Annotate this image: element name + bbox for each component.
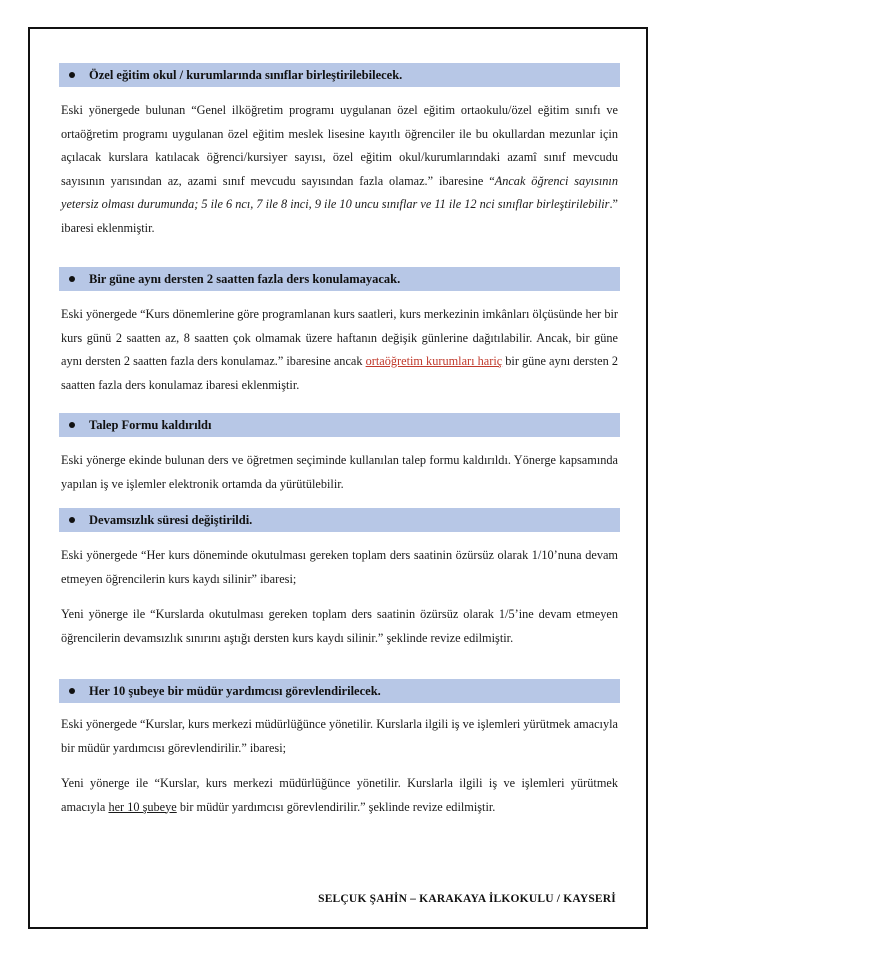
section-4-paragraph-2: Yeni yönerge ile “Kurslarda okutulması gereken toplam ders saatinin özürsüz olarak 1/5’ine devam etmeyen öğrencilerin devamsızlık sınırını aştığı dersten kurs kaydı silinir.” şeklinde revize edilmiştir.: [61, 607, 618, 645]
bullet-icon: [69, 422, 75, 428]
footer-author: SELÇUK ŞAHİN – KARAKAYA İLKOKULU / KAYSERİ: [318, 893, 616, 905]
section-title: Bir güne aynı dersten 2 saatten fazla ders konulamayacak.: [89, 272, 401, 286]
text-run: bir güne aynı dersten 2 saatten fazla ders konulamaz ibaresi eklenmiştir.: [61, 354, 618, 392]
section-2-paragraph: [61, 303, 618, 397]
section-title: Özel eğitim okul / kurumlarında sınıflar birleştirilebilecek.: [89, 68, 403, 82]
section-1-paragraph: [61, 99, 618, 240]
section-5-paragraph-1: Eski yönergede “Kurslar, kurs merkezi müdürlüğünce yönetilir. Kurslarla ilgili iş ve işlemleri yürütmek amacıyla bir müdür yardımcısı görevlendirilir.” ibaresi;: [61, 717, 618, 755]
highlighted-text: ortaöğretim kurumları hariç: [365, 354, 503, 368]
section-heading-1: [59, 63, 620, 87]
italic-text: Ancak öğrenci sayısının yetersiz olması durumunda; 5 ile 6 ncı, 7 ile 8 inci, 9 ile 10 uncu sınıflar ve 11 ile 12 nci sınıflar birleştirilebilir: [61, 173, 618, 211]
section-heading-4: [59, 508, 620, 532]
bullet-icon: [69, 276, 75, 282]
section-heading-5: [59, 679, 620, 703]
text-run: Yeni yönerge ile “Kurslar, kurs merkezi müdürlüğünce yönetilir. Kurslarla ilgili iş ve işlemleri yürütmek amacıyla: [61, 776, 618, 814]
section-5-paragraph-2: [61, 772, 618, 819]
text-run: bir müdür yardımcısı görevlendirilir.” şeklinde revize edilmiştir.: [176, 799, 496, 814]
text-run: Eski yönergede bulunan “Genel ilköğretim programı uygulanan özel eğitim ortaokulu/özel eğitim sınıfı ve ortaöğretim programı uygulanan özel eğitim meslek lisesine kayıtlı öğrenciler ile bu okullardan mezunlar için açılacak kurslara katılacak öğrenci/kursiyer sayısı, özel eğitim okul/kurumlarındaki azamî sınıf mevcudu sayısının yarısından az, azami sınıf mevcudu sayısından fazla olamaz.” ibaresine “: [61, 103, 618, 188]
section-title: Devamsızlık süresi değiştirildi.: [89, 513, 253, 527]
section-title: Talep Formu kaldırıldı: [89, 418, 212, 432]
document-page: [28, 27, 648, 929]
bullet-icon: [69, 517, 75, 523]
section-4-paragraph-1: Eski yönergede “Her kurs döneminde okutulması gereken toplam ders saatinin özürsüz olarak 1/10’nuna devam etmeyen öğrencilerin kurs kaydı silinir” ibaresi;: [61, 548, 618, 586]
section-heading-3: [59, 413, 620, 437]
section-3-paragraph: Eski yönerge ekinde bulunan ders ve öğretmen seçiminde kullanılan talep formu kaldırıldı. Yönerge kapsamında yapılan iş ve işlemler elektronik ortamda da yürütülebilir.: [61, 453, 618, 491]
bullet-icon: [69, 72, 75, 78]
text-run: Eski yönergede “Kurs dönemlerine göre programlanan kurs saatleri, kurs merkezinin imkânları ölçüsünde her bir kurs günü 2 saatten az, 8 saatten çok olmamak üzere haftanın değişik günlerine dağıtılabilir. Ancak, bir güne aynı dersten 2 saatten fazla ders konulamaz.” ibaresine ancak: [61, 307, 618, 368]
section-heading-2: [59, 267, 620, 291]
section-title: Her 10 şubeye bir müdür yardımcısı görevlendirilecek.: [89, 684, 381, 698]
text-run: .” ibaresi eklenmiştir.: [61, 197, 618, 235]
underlined-text: her 10 şubeye: [108, 799, 177, 814]
bullet-icon: [69, 688, 75, 694]
